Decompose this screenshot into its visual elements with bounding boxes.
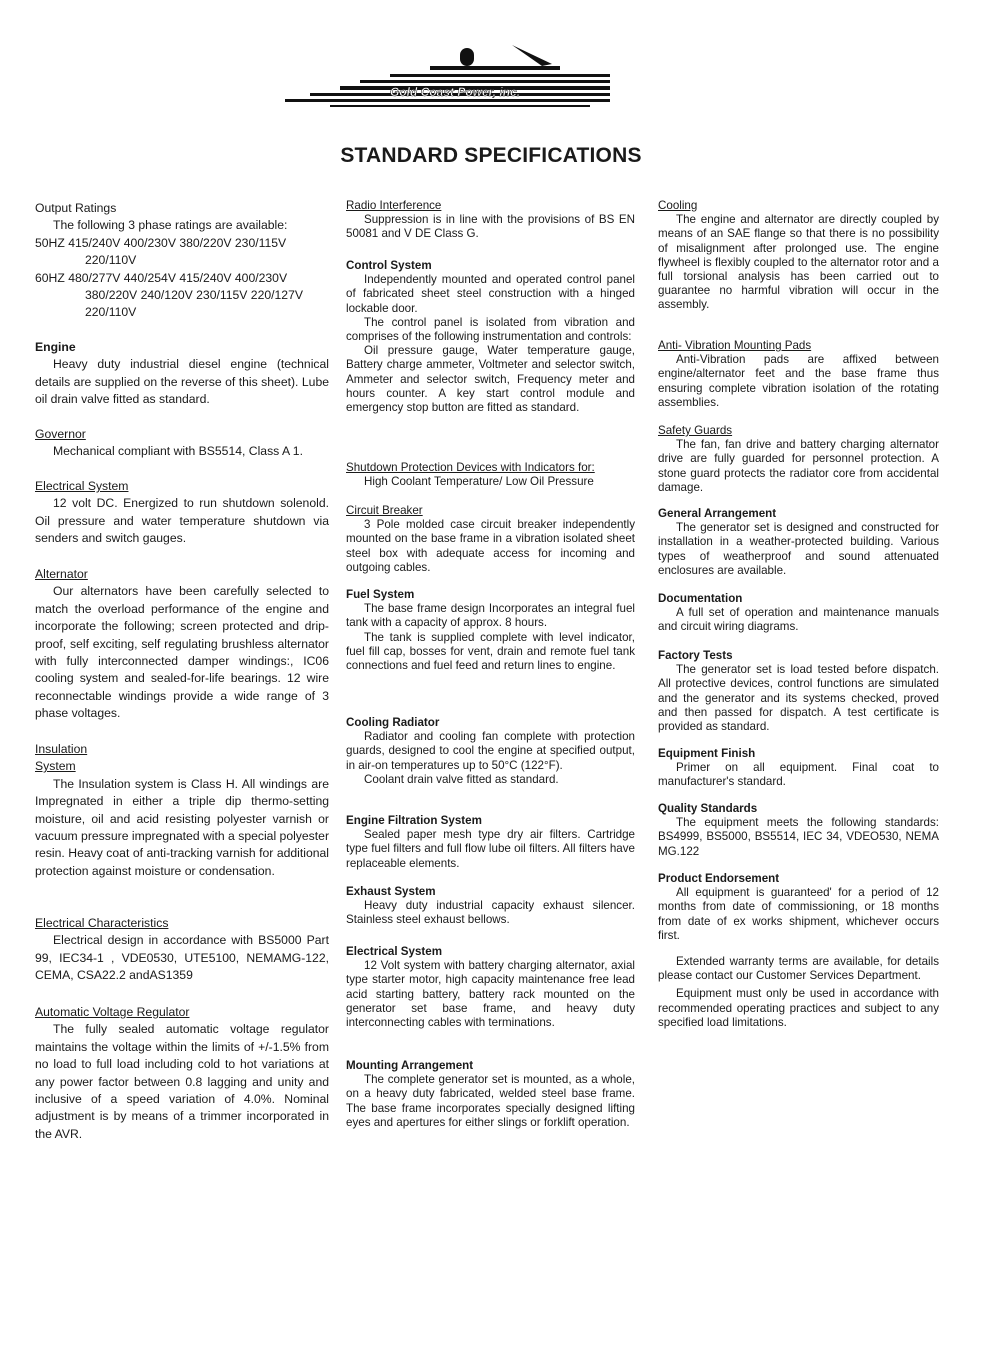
- section-heading: Mounting Arrangement: [346, 1059, 474, 1072]
- section-heading: Electrical Characteristics: [35, 916, 169, 930]
- spec-section: [35, 741, 329, 880]
- section-heading: Electrical System: [346, 945, 443, 958]
- section-heading: Shutdown Protection Devices with Indicators for:: [346, 461, 595, 474]
- section-paragraph: The fan, fan drive and battery charging alternator drive are fully guarded for personnel protection. A stone guard protects the radiator core from accidental damage.: [658, 438, 939, 494]
- section-heading: Product Endorsement: [658, 872, 780, 885]
- rating-line: 60HZ 480/277V 440/254V 415/240V 400/230V: [35, 270, 288, 285]
- section-paragraph: Electrical design in accordance with BS5000 Part 99, IEC34-1 , VDE0530, UTE5100, NEMAMG-122, CEMA, CSA22.2 andAS1359: [35, 933, 329, 983]
- section-paragraph: Extended warranty terms are available, for details please contact our Customer Services Department.: [658, 955, 939, 983]
- section-heading: Quality Standards: [658, 802, 758, 815]
- section-heading: Automatic Voltage Regulator: [35, 1005, 190, 1019]
- section-heading: Output Ratings: [35, 201, 117, 215]
- section-paragraph: High Coolant Temperature/ Low Oil Pressure: [364, 475, 594, 489]
- section-paragraph: The fully sealed automatic voltage regulator maintains the voltage within the limits of +/-1.5% from no load to full load including cold to hot variations at any power factor between 0.8 lagging and unity and inclusive of a speed variation of 4.0%. Nominal adjustment is by means of a trimmer incorporated in the AVR.: [35, 1022, 329, 1141]
- section-heading: Cooling: [658, 199, 698, 212]
- section-subheading: System: [35, 759, 76, 774]
- section-heading: Equipment Finish: [658, 747, 756, 760]
- section-paragraph: A full set of operation and maintenance manuals and circuit wiring diagrams.: [658, 606, 939, 634]
- spec-section: [346, 259, 635, 415]
- section-paragraph: Suppression is in line with the provisions of BS EN 50081 and V DE Class G.: [346, 213, 635, 241]
- spec-section: [35, 478, 329, 548]
- spec-section: [35, 339, 329, 409]
- section-paragraph: Radiator and cooling fan complete with protection guards, designed to cool the engine at specified output, in air-on temperatures up to 50°C (122°F).: [346, 730, 635, 772]
- rating-line: The following 3 phase ratings are available:: [53, 218, 288, 233]
- section-paragraph: Equipment must only be used in accordance with recommended operating practices and subject to any specified load limitations.: [658, 987, 939, 1029]
- section-paragraph: The generator set is load tested before dispatch. All protective devices, control functions are simulated and the generator and its systems checked, proved and then passed for dispatch. A test certificate is provided as standard.: [658, 663, 939, 734]
- section-paragraph: The Insulation system is Class H. All windings are Impregnated in either a triple dip thermo-setting moisture, oil and acid resisting polyester varnish or vacuum pressure impregnated with a special polyester resin. Heavy coat of anti-tracking varnish for additional protection against moisture or condensation.: [35, 776, 329, 878]
- section-heading: Exhaust System: [346, 885, 436, 898]
- section-paragraph: Heavy duty industrial capacity exhaust silencer. Stainless steel exhaust bellows.: [346, 899, 635, 927]
- spec-section: [346, 716, 635, 787]
- section-heading: Alternator: [35, 567, 88, 581]
- svg-text:Gold Coast Power, inc.: Gold Coast Power, inc.: [390, 85, 521, 99]
- section-heading: Fuel System: [346, 588, 415, 601]
- section-heading: Anti- Vibration Mounting Pads: [658, 339, 812, 352]
- section-paragraph: Oil pressure gauge, Water temperature gauge, Battery charge ammeter, Voltmeter and selector switch, Ammeter and selector switch, Frequency meter and hours counter. A key start control module and emergency stop button are fitted as standard.: [346, 344, 635, 415]
- spec-section: [346, 885, 635, 928]
- section-heading: Radio Interference: [346, 199, 442, 212]
- section-paragraph: Primer on all equipment. Final coat to manufacturer's standard.: [658, 761, 939, 789]
- section-paragraph: The generator set is designed and constructed for installation in a weather-protected building. Various types of weatherproof and sound attenuated enclosures are available.: [658, 521, 939, 577]
- section-heading: Documentation: [658, 592, 743, 605]
- section-heading: Governor: [35, 427, 86, 441]
- spec-section: [658, 872, 939, 943]
- spec-section: [346, 814, 635, 871]
- spec-section: [658, 747, 939, 790]
- section-heading: General Arrangement: [658, 507, 777, 520]
- spec-section: [658, 955, 939, 1030]
- section-heading: Safety Guards: [658, 424, 733, 437]
- spec-section: [346, 504, 635, 575]
- section-paragraph: Coolant drain valve fitted as standard.: [364, 772, 559, 786]
- spec-section: [346, 588, 635, 673]
- section-paragraph: Independently mounted and operated control panel of fabricated sheet steel construction with a hinged lockable door.: [346, 273, 635, 315]
- section-paragraph: Mechanical compliant with BS5514, Class A 1.: [53, 444, 303, 459]
- company-logo: [280, 42, 610, 112]
- section-heading: Electrical System: [35, 479, 129, 493]
- spec-section: [346, 461, 635, 489]
- section-paragraph: Heavy duty industrial diesel engine (technical details are supplied on the reverse of this sheet). Lube oil drain valve fitted as standard.: [35, 357, 329, 407]
- section-paragraph: Sealed paper mesh type dry air filters. Cartridge type fuel filters and full flow lube oil filters. All filters have replaceable elements.: [346, 828, 635, 870]
- spec-section: [346, 1059, 635, 1130]
- spec-section: [658, 199, 939, 313]
- rating-line: 220/110V: [85, 253, 137, 268]
- section-heading: Factory Tests: [658, 649, 733, 662]
- section-heading: Engine Filtration System: [346, 814, 482, 827]
- spec-section: [658, 339, 939, 410]
- rating-line: 380/220V 240/120V 230/115V 220/127V: [85, 288, 303, 303]
- section-paragraph: The control panel is isolated from vibration and comprises of the following instrumentation and controls:: [346, 315, 635, 344]
- section-heading: Engine: [35, 340, 76, 354]
- spec-section: [346, 945, 635, 1030]
- spec-section: [658, 592, 939, 635]
- section-paragraph: The tank is supplied complete with level indicator, fuel fill cap, bosses for vent, drain and remote fuel tank connections and fuel feed and return lines to engine.: [346, 630, 635, 673]
- section-paragraph: Our alternators have been carefully selected to match the overload performance of the engine and incorporate the following; screen protected and drip-proof, self exciting, self regulating brushless alternator with fully interconnected damper windings:, IC06 cooling system and sealed-for-life bearings. 12 wire reconnectable windings provide a wide range of 3 phase voltages.: [35, 584, 329, 721]
- section-paragraph: 3 Pole molded case circuit breaker independently mounted on the base frame in a vibration isolated sheet steel box with adequate access for incoming and outgoing cables.: [346, 518, 635, 574]
- spec-section: [35, 566, 329, 723]
- spec-section: [658, 649, 939, 734]
- section-heading: Control System: [346, 259, 432, 272]
- spec-section: [346, 199, 635, 242]
- section-paragraph: 12 Volt system with battery charging alternator, axial type starter motor, high capacity maintenance free lead acid starting battery, battery rack mounted on the generator set base frame, and heavy duty interconnecting cables with terminations.: [346, 959, 635, 1030]
- section-heading: Insulation: [35, 742, 88, 756]
- rating-line: 50HZ 415/240V 400/230V 380/220V 230/115V: [35, 235, 287, 250]
- section-paragraph: All equipment is guaranteed' for a period of 12 months from date of commissioning, or 18 months from date of ex works shipment, whichever occurs first.: [658, 886, 939, 942]
- spec-section: [658, 507, 939, 578]
- spec-section: [658, 802, 939, 859]
- page-title: STANDARD SPECIFICATIONS: [340, 144, 642, 167]
- section-paragraph: Anti-Vibration pads are affixed between engine/alternator feet and the base frame thus ensuring complete vibration isolation of the rotating assemblies.: [658, 353, 939, 409]
- section-output-ratings: [35, 200, 329, 322]
- spec-section: [35, 426, 329, 461]
- spec-section: [35, 1004, 329, 1143]
- spec-section: [35, 915, 329, 985]
- section-paragraph: The base frame design Incorporates an integral fuel tank with a capacity of approx. 8 hours.: [346, 602, 635, 630]
- section-heading: Cooling Radiator: [346, 716, 440, 729]
- section-paragraph: The complete generator set is mounted, as a whole, on a heavy duty fabricated, welded steel base frame. The base frame incorporates specially designed lifting eyes and apertures for either slings or forklift operation.: [346, 1073, 635, 1129]
- section-paragraph: 12 volt DC. Energized to run shutdown solenold. Oil pressure and water temperature shutdown via senders and switch gauges.: [35, 496, 329, 546]
- section-heading: Circuit Breaker: [346, 504, 423, 517]
- spec-section: [658, 424, 939, 495]
- section-paragraph: The engine and alternator are directly coupled by means of an SAE flange so that there is no possibility of misalignment after prolonged use. The engine flywheel is flexibly coupled to the alternator rotor and a full torsional analysis has been carried out to guarantee no harmful vibration will occur in the assembly.: [658, 213, 939, 312]
- section-paragraph: The equipment meets the following standards: BS4999, BS5000, BS5514, IEC 34, VDEO530, NEMA MG.122: [658, 816, 939, 858]
- rating-line: 220/110V: [85, 305, 137, 320]
